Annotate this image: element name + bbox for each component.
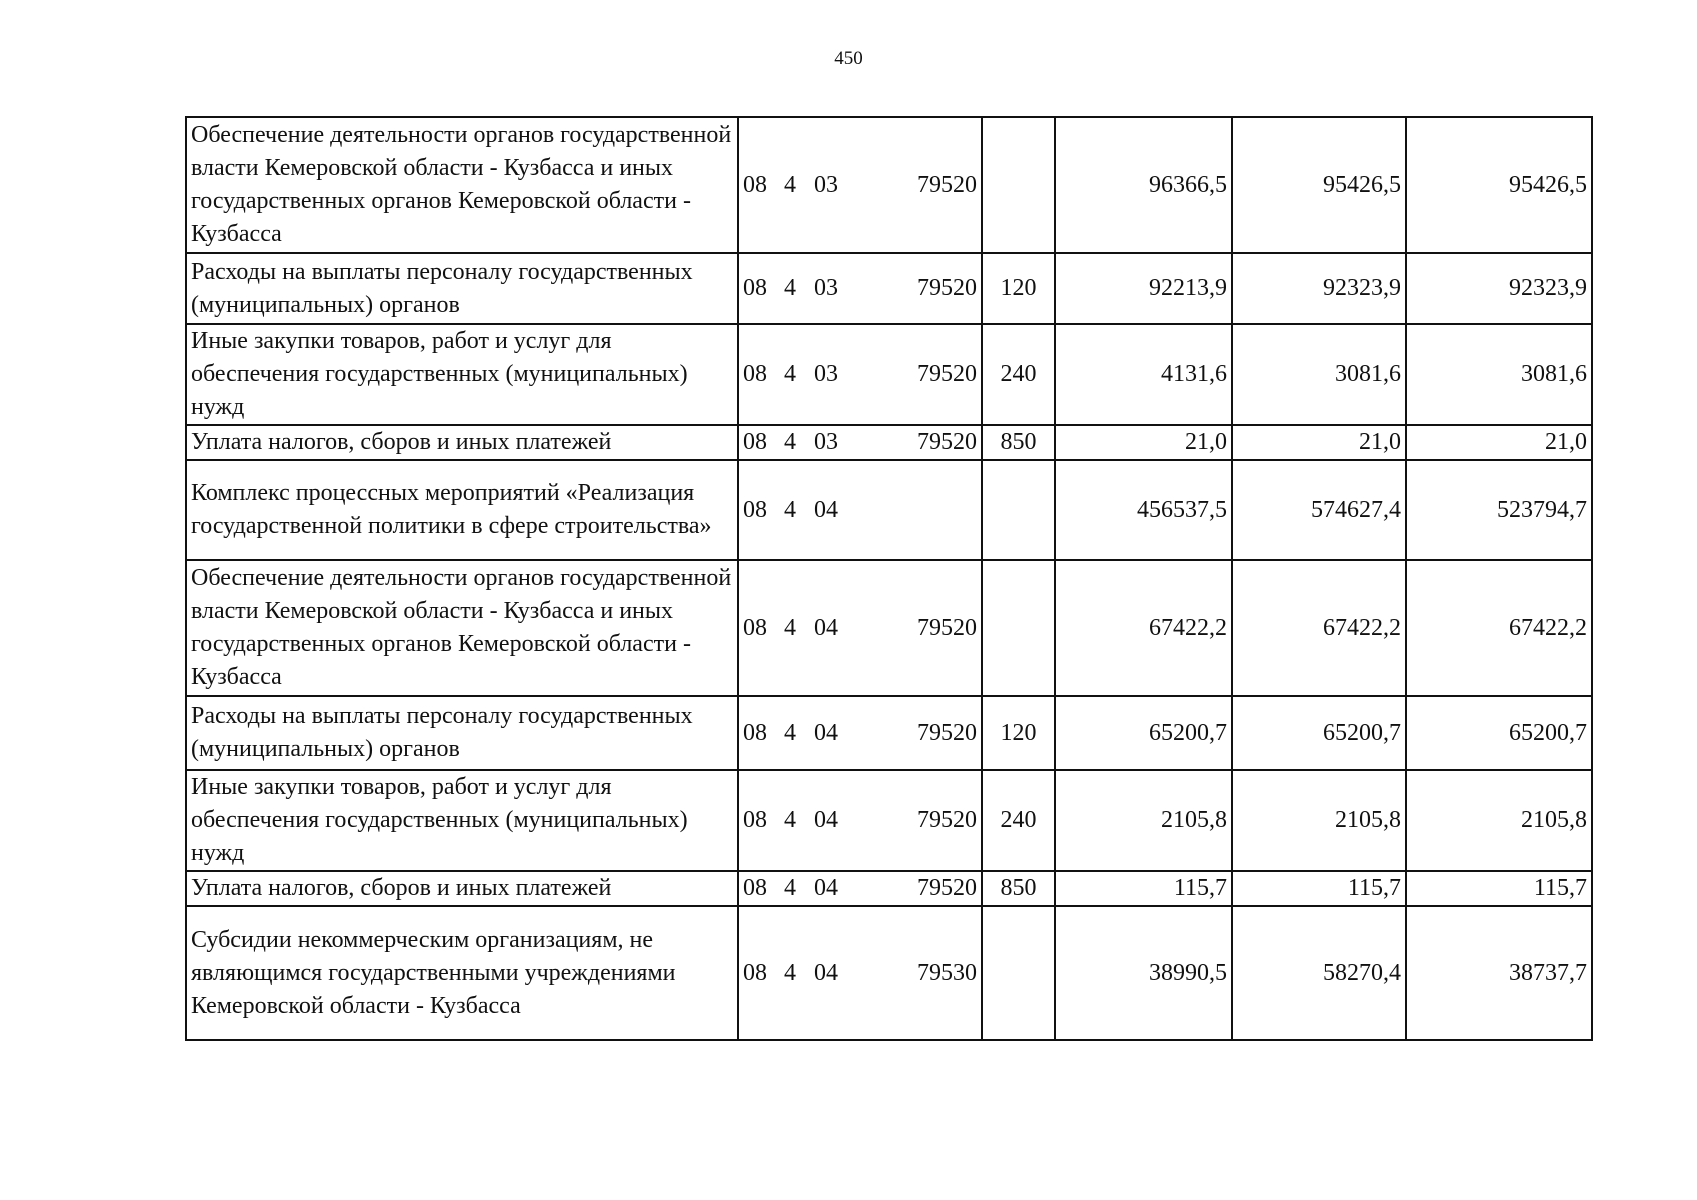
- section-code: 03: [814, 275, 838, 301]
- row-code-cell: [738, 460, 982, 560]
- value-year3-cell: 2105,8: [1406, 770, 1592, 871]
- direction-code: 79530: [917, 959, 977, 986]
- table-row: [186, 906, 1592, 1040]
- razdel-code: 08: [743, 807, 767, 833]
- value-year1-cell: 65200,7: [1055, 696, 1232, 770]
- value-year1-cell: 115,7: [1055, 871, 1232, 906]
- expense-type-cell: 120: [982, 696, 1055, 770]
- value-year1-cell: 2105,8: [1055, 770, 1232, 871]
- value-year2-cell: 95426,5: [1232, 117, 1406, 253]
- section-code: 03: [814, 429, 838, 455]
- table-row: [186, 696, 1592, 770]
- direction-code: 79520: [917, 429, 977, 455]
- row-name-cell: Уплата налогов, сборов и иных платежей: [186, 871, 738, 906]
- expense-type-cell: 850: [982, 425, 1055, 460]
- table-row: [186, 770, 1592, 871]
- section-code: 04: [814, 719, 838, 746]
- row-name-cell: Обеспечение деятельности органов государственной власти Кемеровской области - Кузбасса и иных государственных органов Кемеровской области - Кузбасса: [186, 560, 738, 696]
- direction-code: 79520: [917, 275, 977, 301]
- row-name-cell: Обеспечение деятельности органов государственной власти Кемеровской области - Кузбасса и иных государственных органов Кемеровской области - Кузбасса: [186, 117, 738, 253]
- value-year2-cell: 65200,7: [1232, 696, 1406, 770]
- expense-type-cell: [982, 906, 1055, 1040]
- subprogram-code: 4: [784, 171, 796, 198]
- value-year3-cell: 3081,6: [1406, 324, 1592, 425]
- row-code-cell: [738, 425, 982, 460]
- expense-type-cell: [982, 117, 1055, 253]
- razdel-code: 08: [743, 171, 767, 198]
- subprogram-code: 4: [784, 496, 796, 523]
- page-number: 450: [834, 48, 863, 69]
- section-code: 04: [814, 959, 838, 986]
- subprogram-code: 4: [784, 614, 796, 641]
- value-year2-cell: 92323,9: [1232, 253, 1406, 324]
- section-code: 03: [814, 361, 838, 387]
- value-year1-cell: 456537,5: [1055, 460, 1232, 560]
- row-name-cell: Расходы на выплаты персоналу государственных (муниципальных) органов: [186, 253, 738, 324]
- subprogram-code: 4: [784, 719, 796, 746]
- razdel-code: 08: [743, 361, 767, 387]
- value-year1-cell: 4131,6: [1055, 324, 1232, 425]
- direction-code: 79520: [917, 719, 977, 746]
- row-name-cell: Расходы на выплаты персоналу государственных (муниципальных) органов: [186, 696, 738, 770]
- value-year2-cell: 21,0: [1232, 425, 1406, 460]
- row-code-cell: [738, 324, 982, 425]
- value-year3-cell: 67422,2: [1406, 560, 1592, 696]
- row-name-cell: Иные закупки товаров, работ и услуг для обеспечения государственных (муниципальных) нужд: [186, 324, 738, 425]
- row-name-cell: Иные закупки товаров, работ и услуг для обеспечения государственных (муниципальных) нужд: [186, 770, 738, 871]
- razdel-code: 08: [743, 429, 767, 455]
- table-row: [186, 460, 1592, 560]
- subprogram-code: 4: [784, 275, 796, 301]
- razdel-code: 08: [743, 959, 767, 986]
- value-year2-cell: 67422,2: [1232, 560, 1406, 696]
- direction-code: 79520: [917, 171, 977, 198]
- subprogram-code: 4: [784, 429, 796, 455]
- value-year2-cell: 3081,6: [1232, 324, 1406, 425]
- row-code-cell: [738, 253, 982, 324]
- row-code-cell: [738, 906, 982, 1040]
- section-code: 04: [814, 807, 838, 833]
- razdel-code: 08: [743, 275, 767, 301]
- row-name-cell: Комплекс процессных мероприятий «Реализация государственной политики в сфере строительства»: [186, 460, 738, 560]
- row-name-cell: Уплата налогов, сборов и иных платежей: [186, 425, 738, 460]
- value-year3-cell: 523794,7: [1406, 460, 1592, 560]
- value-year1-cell: 67422,2: [1055, 560, 1232, 696]
- section-code: 04: [814, 875, 838, 901]
- value-year3-cell: 92323,9: [1406, 253, 1592, 324]
- expense-type-cell: [982, 560, 1055, 696]
- row-code-cell: [738, 560, 982, 696]
- row-code-cell: [738, 117, 982, 253]
- direction-code: 79520: [917, 614, 977, 641]
- expense-type-cell: 120: [982, 253, 1055, 324]
- value-year3-cell: 115,7: [1406, 871, 1592, 906]
- value-year3-cell: 95426,5: [1406, 117, 1592, 253]
- table-row: [186, 117, 1592, 253]
- direction-code: 79520: [917, 361, 977, 387]
- expense-type-cell: 240: [982, 324, 1055, 425]
- razdel-code: 08: [743, 614, 767, 641]
- razdel-code: 08: [743, 496, 767, 523]
- value-year1-cell: 96366,5: [1055, 117, 1232, 253]
- subprogram-code: 4: [784, 959, 796, 986]
- expense-type-cell: [982, 460, 1055, 560]
- value-year2-cell: 115,7: [1232, 871, 1406, 906]
- value-year1-cell: 92213,9: [1055, 253, 1232, 324]
- table-row: [186, 560, 1592, 696]
- row-code-cell: [738, 770, 982, 871]
- table-row: [186, 253, 1592, 324]
- value-year2-cell: 58270,4: [1232, 906, 1406, 1040]
- budget-table: [185, 116, 1593, 1041]
- subprogram-code: 4: [784, 807, 796, 833]
- section-code: 04: [814, 496, 838, 523]
- section-code: 04: [814, 614, 838, 641]
- value-year1-cell: 38990,5: [1055, 906, 1232, 1040]
- row-code-cell: [738, 696, 982, 770]
- direction-code: 79520: [917, 807, 977, 833]
- table-row: [186, 871, 1592, 906]
- row-code-cell: [738, 871, 982, 906]
- razdel-code: 08: [743, 719, 767, 746]
- value-year3-cell: 21,0: [1406, 425, 1592, 460]
- value-year2-cell: 2105,8: [1232, 770, 1406, 871]
- value-year2-cell: 574627,4: [1232, 460, 1406, 560]
- row-name-cell: Субсидии некоммерческим организациям, не являющимся государственными учреждениями Кемеровской области - Кузбасса: [186, 906, 738, 1040]
- expense-type-cell: 240: [982, 770, 1055, 871]
- section-code: 03: [814, 171, 838, 198]
- expense-type-cell: 850: [982, 871, 1055, 906]
- direction-code: 79520: [917, 875, 977, 901]
- subprogram-code: 4: [784, 361, 796, 387]
- razdel-code: 08: [743, 875, 767, 901]
- table-row: [186, 425, 1592, 460]
- value-year1-cell: 21,0: [1055, 425, 1232, 460]
- subprogram-code: 4: [784, 875, 796, 901]
- value-year3-cell: 38737,7: [1406, 906, 1592, 1040]
- table-row: [186, 324, 1592, 425]
- value-year3-cell: 65200,7: [1406, 696, 1592, 770]
